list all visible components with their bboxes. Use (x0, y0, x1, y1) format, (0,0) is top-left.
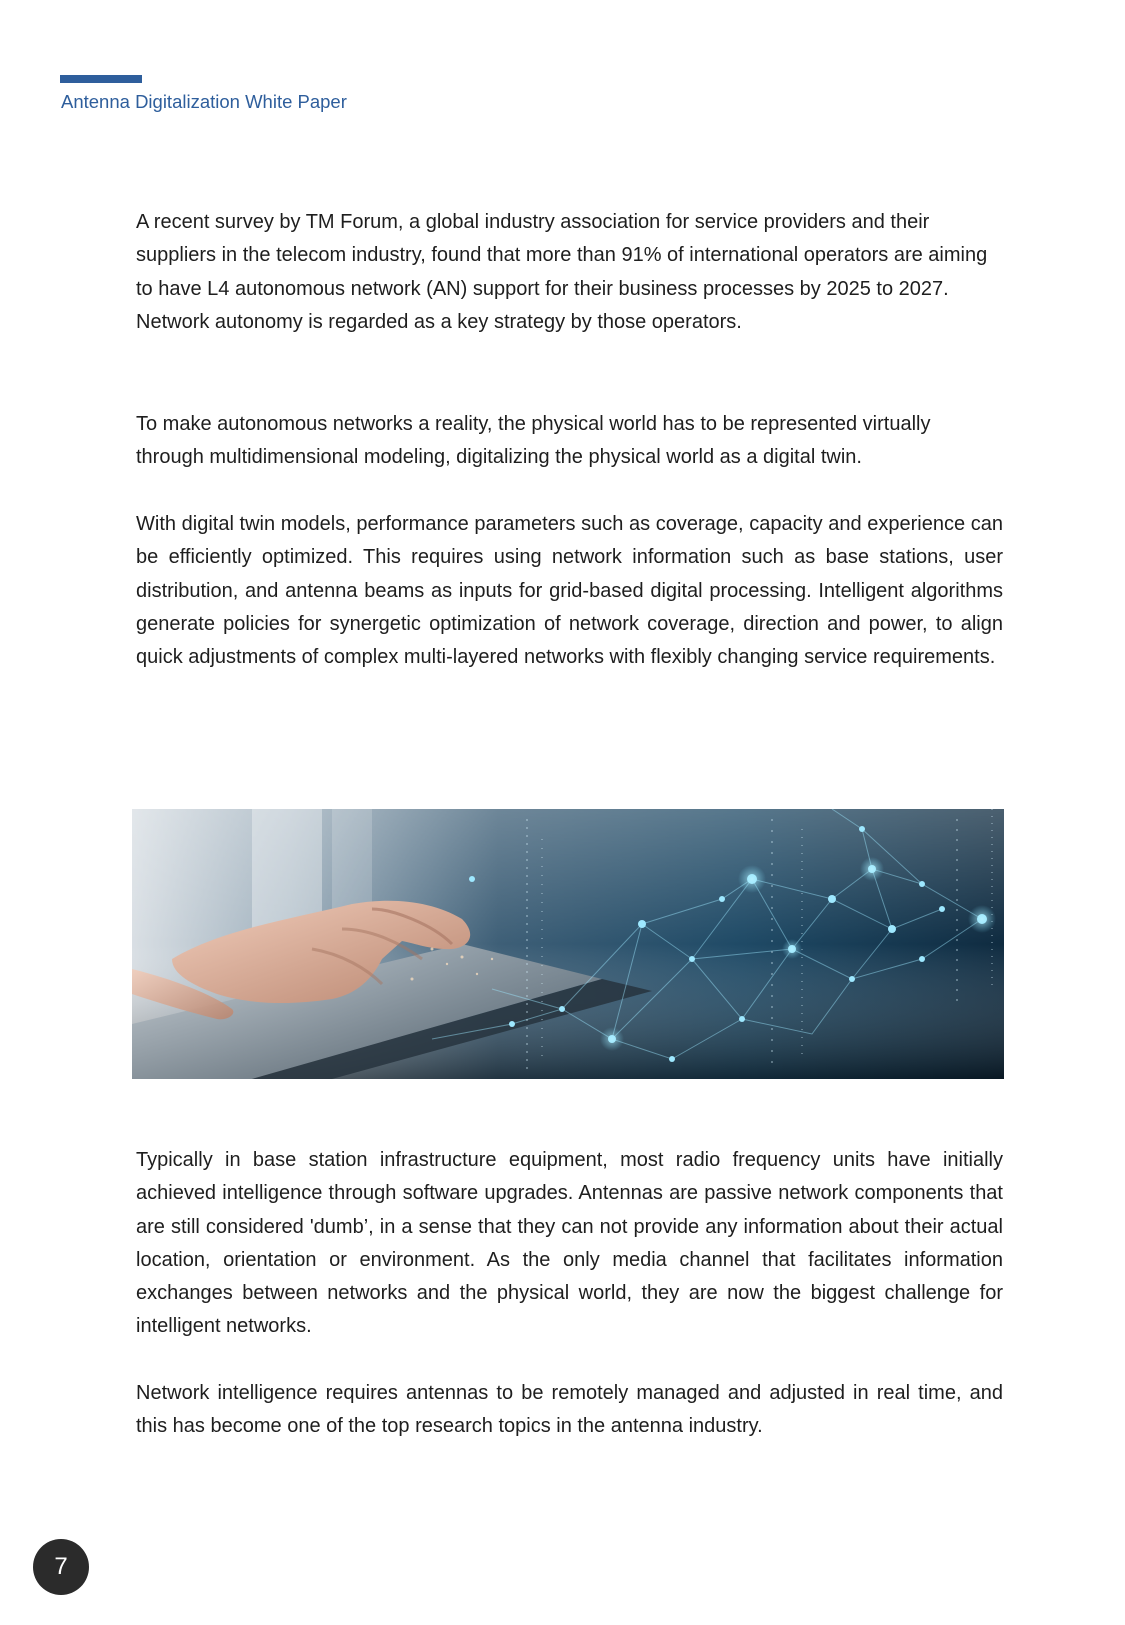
paragraph-digital-twin: To make autonomous networks a reality, the physical world has to be represented virtually through multidimensional modeling, digitalizing the physical world as a digital twin. (136, 413, 931, 469)
paragraph-antenna-challenge: Typically in base station infrastructure equipment, most radio frequency units have initially achieved intelligence through software upgrades. Antennas are passive network components that are still considered 'dumb’, in a sense that they can not provide any information about their actual location, orientation or environment. As the only media channel that facilitates information exchanges between networks and the physical world, they are now the biggest challenge for intelligent networks. (136, 1149, 1003, 1338)
running-header-title: Antenna Digitalization White Paper (61, 91, 347, 112)
network-illustration-image (132, 809, 1004, 1079)
header-accent-bar (60, 75, 142, 83)
paragraph-optimization: With digital twin models, performance parameters such as coverage, capacity and experience can be efficiently optimized. This requires using network information such as base stations, user distribution, and antenna beams as inputs for grid-based digital processing. Intelligent algorithms generate policies for synergetic optimization of network coverage, direction and power, to align quick adjustments of complex multi-layered networks with flexibly changing service requirements. (136, 513, 1003, 669)
paragraph-survey: A recent survey by TM Forum, a global industry association for service providers and their suppliers in the telecom industry, found that more than 91% of international operators are aiming to have L4 autonomous network (AN) support for their business processes by 2025 to 2027. Network autonomy is regarded as a key strategy by those operators. (136, 211, 988, 333)
page-number-badge: 7 (33, 1539, 89, 1595)
paragraph-network-intelligence: Network intelligence requires antennas to be remotely managed and adjusted in real time, and this has become one of the top research topics in the antenna industry. (136, 1382, 1003, 1438)
